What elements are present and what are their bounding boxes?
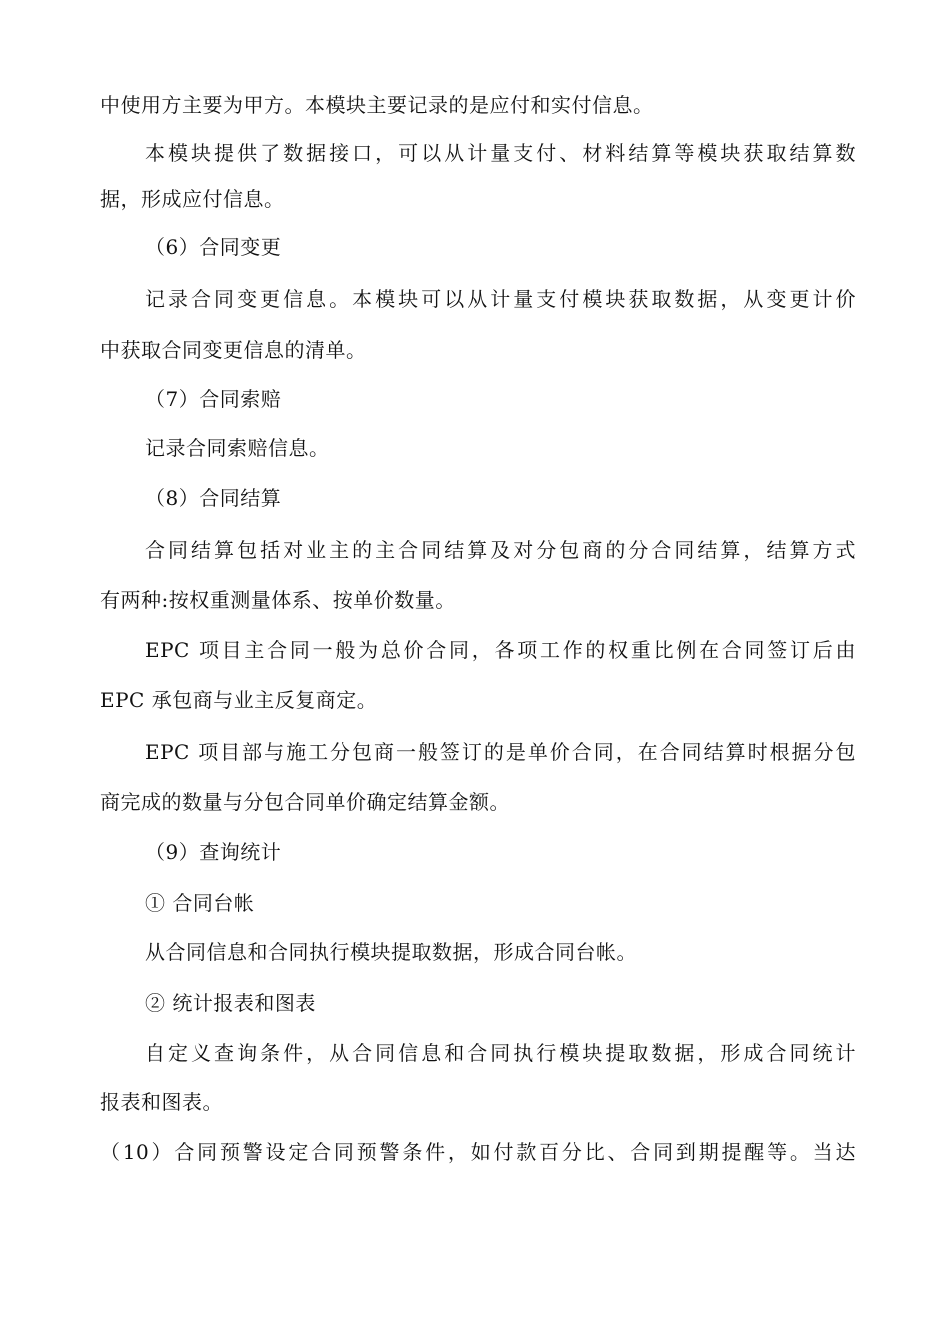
section-heading: （6）合同变更 [145, 235, 282, 259]
paragraph-line: 合同结算包括对业主的主合同结算及对分包商的分合同结算，结算方式 [145, 538, 856, 562]
paragraph-line: 中获取合同变更信息的清单。 [100, 338, 367, 362]
paragraph-line: EPC 承包商与业主反复商定。 [100, 688, 378, 712]
paragraph-line: 本模块提供了数据接口，可以从计量支付、材料结算等模块获取结算数 [145, 141, 856, 165]
paragraph-line: 商完成的数量与分包合同单价确定结算金额。 [100, 790, 510, 814]
paragraph-line: 记录合同索赔信息。 [145, 436, 330, 460]
paragraph-line: 报表和图表。 [100, 1090, 223, 1114]
paragraph-line: 有两种:按权重测量体系、按单价数量。 [100, 588, 456, 612]
paragraph-line: 从合同信息和合同执行模块提取数据，形成合同台帐。 [145, 940, 637, 964]
subsection-heading: ① 合同台帐 [145, 891, 255, 915]
section-heading: （7）合同索赔 [145, 387, 282, 411]
paragraph-line: EPC 项目部与施工分包商一般签订的是单价合同，在合同结算时根据分包 [145, 740, 856, 764]
subsection-heading: ② 统计报表和图表 [145, 991, 316, 1015]
paragraph-line: 记录合同变更信息。本模块可以从计量支付模块获取数据，从变更计价 [145, 287, 856, 311]
paragraph-line: 自定义查询条件，从合同信息和合同执行模块提取数据，形成合同统计 [145, 1041, 856, 1065]
section-heading: （8）合同结算 [145, 486, 282, 510]
paragraph-line: EPC 项目主合同一般为总价合同，各项工作的权重比例在合同签订后由 [145, 638, 856, 662]
section-heading: （9）查询统计 [145, 840, 282, 864]
paragraph-line: 据，形成应付信息。 [100, 187, 285, 211]
section-heading: （10）合同预警设定合同预警条件，如付款百分比、合同到期提醒等。当达 [100, 1140, 856, 1164]
paragraph-line: 中使用方主要为甲方。本模块主要记录的是应付和实付信息。 [100, 93, 654, 117]
